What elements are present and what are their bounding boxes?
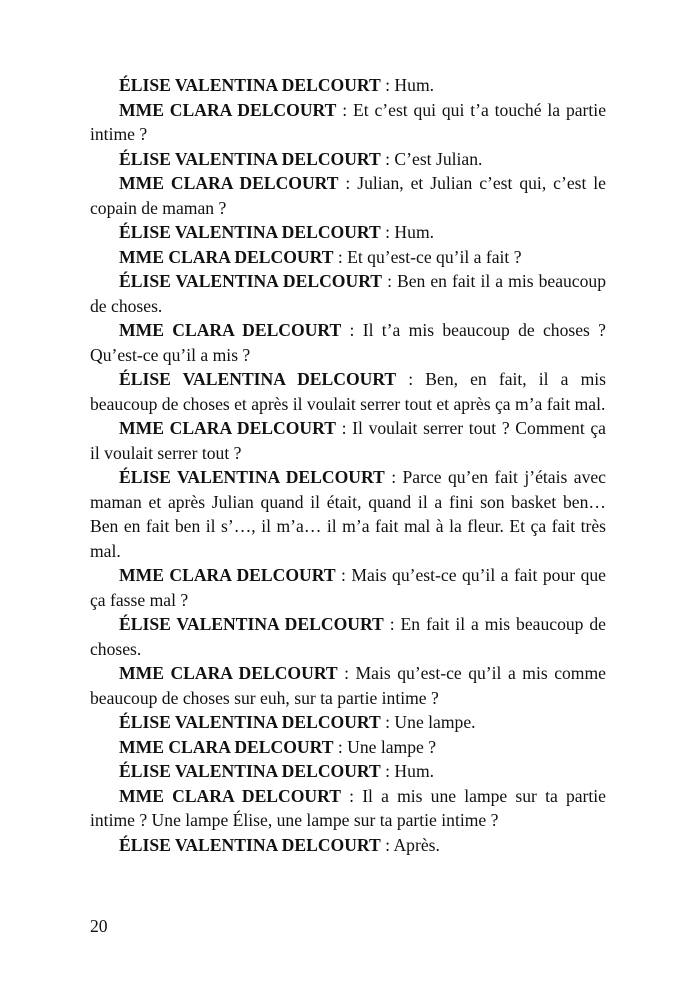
dialogue-line: [90, 710, 606, 735]
speaker-name: ÉLISE VALENTINA DELCOURT: [119, 834, 381, 855]
dialogue-text: : Ben en fait il a mis beaucoup de choses.: [90, 271, 607, 316]
dialogue-text: : Mais qu’est-ce qu’il a fait pour que ça fasse mal ?: [90, 565, 606, 610]
dialogue-text: : Il t’a mis beaucoup de choses ? Qu’est-ce qu’il a mis ?: [90, 320, 606, 365]
speaker-name: MME CLARA DELCOURT: [119, 173, 339, 193]
speaker-name: MME CLARA DELCOURT: [119, 565, 336, 585]
dialogue-line: [90, 171, 606, 220]
speaker-name: ÉLISE VALENTINA DELCOURT: [119, 614, 384, 634]
dialogue-line: [90, 147, 606, 172]
dialogue-line: [90, 269, 606, 318]
dialogue-line: [90, 465, 606, 563]
speaker-name: MME CLARA DELCOURT: [119, 246, 334, 267]
dialogue-text: : Et qu’est-ce qu’il a fait ?: [333, 246, 522, 267]
speaker-name: ÉLISE VALENTINA DELCOURT: [119, 712, 381, 732]
speaker-name: ÉLISE VALENTINA DELCOURT: [119, 761, 381, 781]
speaker-name: ÉLISE VALENTINA DELCOURT: [119, 75, 381, 95]
speaker-name: MME CLARA DELCOURT: [119, 418, 336, 438]
dialogue-text: : Il voulait serrer tout ? Comment ça il voulait serrer tout ?: [90, 418, 606, 463]
speaker-name: MME CLARA DELCOURT: [119, 736, 334, 757]
speaker-name: ÉLISE VALENTINA DELCOURT: [119, 271, 383, 291]
dialogue-line: [90, 245, 606, 270]
speaker-name: ÉLISE VALENTINA DELCOURT: [119, 222, 381, 242]
dialogue-text: : Hum.: [380, 761, 435, 781]
dialogue-text: : Hum.: [380, 75, 435, 95]
speaker-name: MME CLARA DELCOURT: [119, 99, 337, 120]
speaker-name: MME CLARA DELCOURT: [119, 785, 341, 806]
dialogue-text: : C’est Julian.: [380, 148, 483, 169]
speaker-name: MME CLARA DELCOURT: [119, 320, 342, 340]
dialogue-line: [90, 784, 606, 833]
dialogue-line: [90, 563, 606, 612]
speaker-name: ÉLISE VALENTINA DELCOURT: [119, 467, 385, 487]
dialogue-line: [90, 73, 606, 98]
dialogue-text: : Julian, et Julian c’est qui, c’est le copain de maman ?: [90, 173, 606, 218]
dialogue-text: : Et c’est qui qui t’a touché la partie intime ?: [90, 99, 606, 144]
dialogue-line: [90, 833, 606, 858]
dialogue-line: [90, 661, 606, 710]
speaker-name: ÉLISE VALENTINA DELCOURT: [119, 148, 381, 169]
dialogue-text: : Une lampe ?: [333, 736, 437, 757]
dialogue-text: : Mais qu’est-ce qu’il a mis comme beaucoup de choses sur euh, sur ta partie intime ?: [90, 663, 606, 708]
dialogue-body: [90, 73, 606, 857]
dialogue-line: [90, 612, 606, 661]
dialogue-line: [90, 98, 606, 147]
dialogue-text: : Hum.: [380, 222, 435, 242]
dialogue-line: [90, 220, 606, 245]
speaker-name: MME CLARA DELCOURT: [119, 663, 338, 683]
dialogue-line: [90, 318, 606, 367]
dialogue-text: : Ben, en fait, il a mis beaucoup de choses et après il voulait serrer tout et après ça m’a fait mal.: [90, 369, 606, 414]
dialogue-text: : Une lampe.: [380, 712, 476, 732]
dialogue-line: [90, 735, 606, 760]
dialogue-text: : En fait il a mis beaucoup de choses.: [90, 614, 606, 659]
speaker-name: ÉLISE VALENTINA DELCOURT: [119, 369, 397, 389]
dialogue-text: : Il a mis une lampe sur ta partie intime ? Une lampe Élise, une lampe sur ta partie intime ?: [90, 785, 606, 830]
dialogue-text: : Après.: [380, 834, 440, 855]
dialogue-line: [90, 759, 606, 784]
dialogue-line: [90, 416, 606, 465]
dialogue-text: : Parce qu’en fait j’étais avec maman et après Julian quand il était, quand il a fini son basket ben… Ben en fait ben il s’…, il m’a… il m’a fait mal à la fleur. Et ça fait très mal.: [90, 467, 606, 561]
dialogue-line: [90, 367, 606, 416]
page-number: 20: [90, 916, 108, 936]
